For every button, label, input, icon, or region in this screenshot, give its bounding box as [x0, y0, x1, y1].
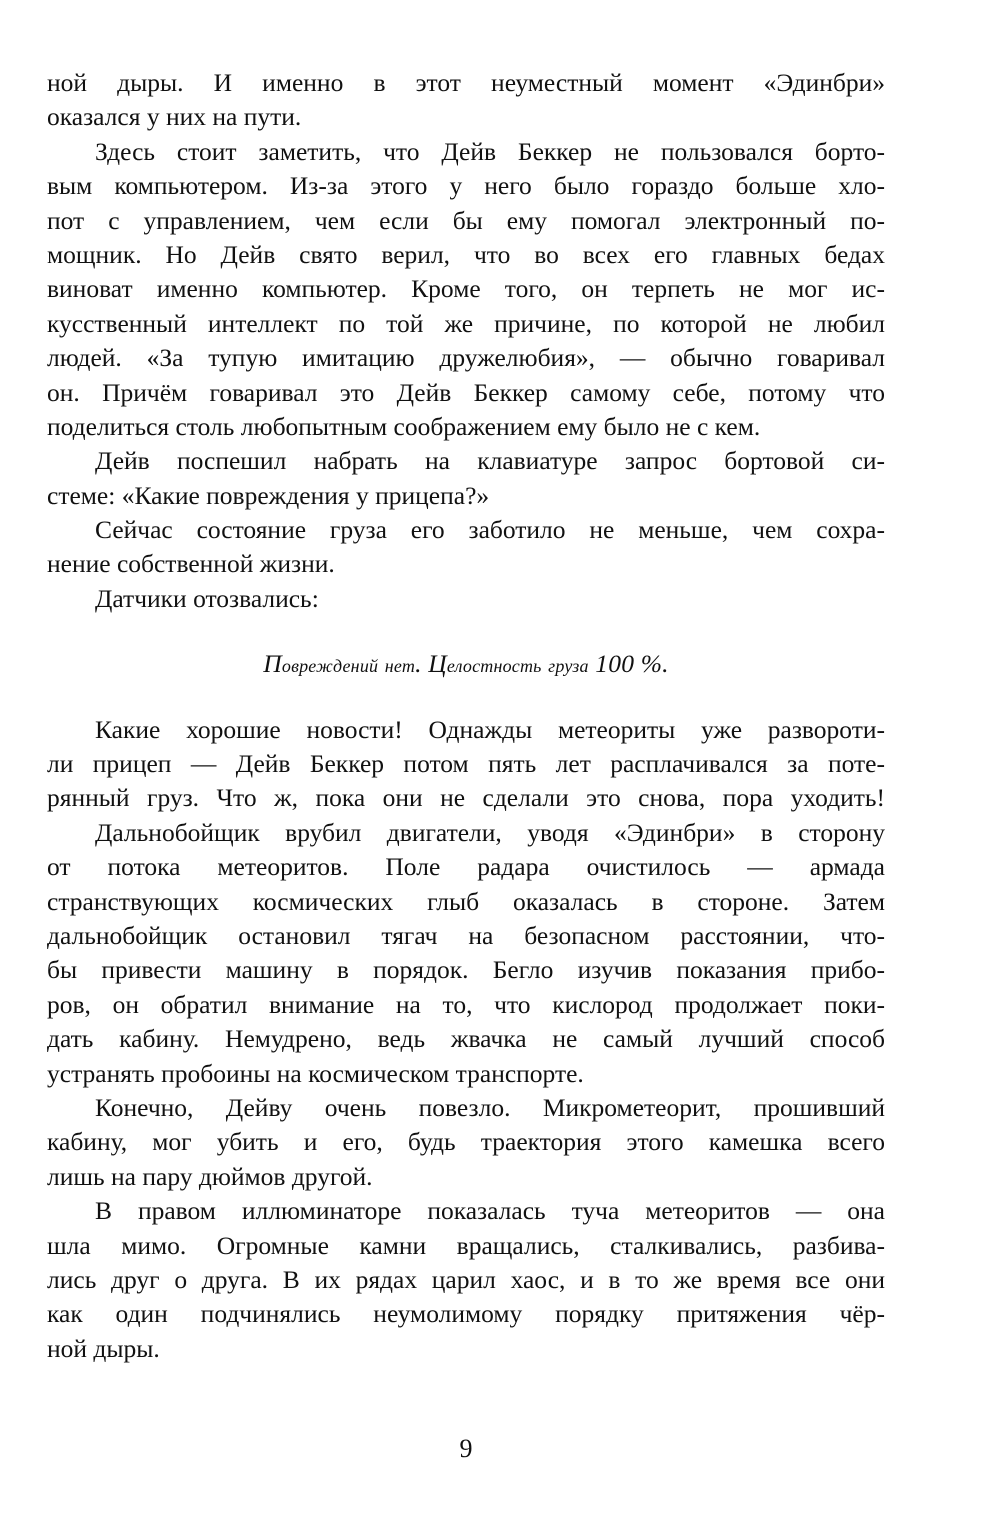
text-line: людей. «За тупую имитацию дружелюбия», — обычно говаривал [47, 343, 885, 373]
text-line: поделиться столь любопытным соображением ему было не с кем. [47, 411, 761, 441]
text-line: Здесь стоит заметить, что Дейв Беккер не пользовался борто- [95, 136, 885, 166]
paragraph-7 [47, 816, 885, 1091]
text-line: ной дыры. [47, 1333, 160, 1363]
paragraph-6 [47, 713, 885, 816]
paragraph-5 [47, 582, 885, 616]
text-line: нение собственной жизни. [47, 549, 335, 579]
text-line: Сейчас состояние груза его заботило не меньше, чем сохра- [95, 515, 885, 545]
text-line: он. Причём говаривал это Дейв Беккер самому себе, потому что [47, 377, 885, 407]
paragraph-3 [47, 444, 885, 513]
text-line: шла мимо. Огромные камни вращались, сталкивались, разбива- [47, 1230, 885, 1260]
text-line: стеме: «Какие повреждения у прицепа?» [47, 480, 490, 510]
text-line: В правом иллюминаторе показалась туча метеоритов — она [95, 1196, 885, 1226]
text-line: лись друг о друга. В их рядах царил хаос, и в то же время все они [47, 1264, 885, 1294]
sensor-message-value: 100 %. [595, 649, 669, 679]
text-line: вым компьютером. Из-за этого у него было гораздо больше хло- [47, 171, 885, 201]
text-line: виноват именно компьютер. Кроме того, он терпеть не мог ис- [47, 274, 885, 304]
paragraph-2 [47, 135, 885, 445]
text-line: оказался у них на пути. [47, 102, 302, 132]
text-line: кусственный интеллект по той же причине, по которой не любил [47, 308, 885, 338]
text-line: мощник. Но Дейв свято верил, что во всех его главных бедах [47, 239, 885, 269]
spacer [47, 616, 885, 647]
text-line: Какие хорошие новости! Однажды метеориты уже развороти- [95, 714, 885, 744]
sensor-message-part: груза [548, 656, 589, 677]
spacer [47, 682, 885, 713]
text-line: лишь на пару дюймов другой. [47, 1161, 373, 1191]
sensor-message-part: овреждений [281, 656, 379, 677]
sensor-message-part: . [415, 649, 429, 679]
text-line: странствующих космических глыб оказалась в стороне. Затем [47, 886, 885, 916]
text-line: Датчики отозвались: [95, 583, 319, 613]
text-line: рянный груз. Что ж, пока они не сделали это снова, пора уходить! [47, 783, 885, 813]
sensor-message-part: елостность [446, 656, 542, 677]
text-line: дальнобойщик остановил тягач на безопасном расстоянии, что- [47, 920, 885, 950]
text-line: ли прицеп — Дейв Беккер потом пять лет расплачивался за поте- [47, 749, 885, 779]
sensor-message [47, 647, 885, 681]
page-number: 9 [459, 1434, 473, 1463]
text-line: устранять пробоины на космическом транспорте. [47, 1058, 584, 1088]
text-line: Дальнобойщик врубил двигатели, уводя «Эдинбри» в сторону [95, 817, 885, 847]
text-line: дать кабину. Немудрено, ведь жвачка не самый лучший способ [47, 1024, 885, 1054]
sensor-message-part: Ц [428, 649, 447, 679]
sensor-message-part: нет [384, 656, 416, 677]
text-line: Дейв поспешил набрать на клавиатуре запрос бортовой си- [95, 446, 885, 476]
paragraph-1 [47, 66, 885, 135]
text-line: пот с управлением, чем если бы ему помогал электронный по- [47, 205, 885, 235]
text-line: Конечно, Дейву очень повезло. Микрометеорит, прошивший [95, 1092, 885, 1122]
paragraph-4 [47, 513, 885, 582]
page-body [47, 66, 885, 1366]
paragraph-9 [47, 1194, 885, 1366]
text-line: бы привести машину в порядок. Бегло изучив показания прибо- [47, 955, 885, 985]
text-line: от потока метеоритов. Поле радара очистилось — армада [47, 852, 885, 882]
text-line: ров, он обратил внимание на то, что кислород продолжает поки- [47, 989, 885, 1019]
paragraph-8 [47, 1091, 885, 1194]
text-line: ной дыры. И именно в этот неуместный момент «Эдинбри» [47, 68, 885, 97]
sensor-message-part: П [263, 649, 282, 679]
text-line: как один подчинялись неумолимому порядку притяжения чёр- [47, 1299, 885, 1329]
text-line: кабину, мог убить и его, будь траектория этого камешка всего [47, 1127, 885, 1157]
